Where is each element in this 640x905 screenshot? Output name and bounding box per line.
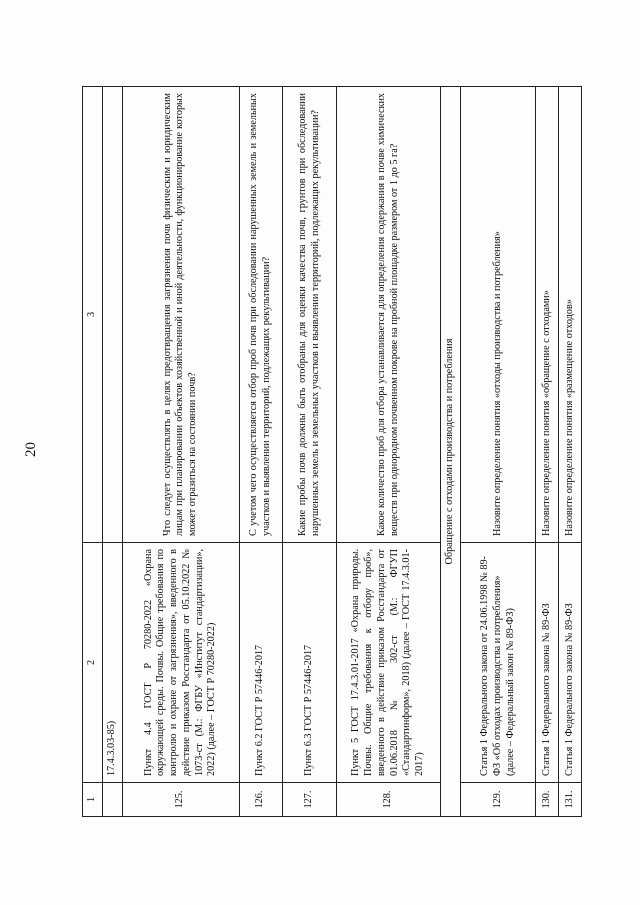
- row-source: Пункт 6.3 ГОСТ Р 57446-2017: [283, 543, 337, 783]
- row-question: Какие пробы почв должны быть отобраны для оценки качества почв, грунтов при обследовании нарушенных земель и земельных участков и выявлении территорий, подлежащих рекультивации?: [283, 87, 337, 543]
- section-title: Обращение с отходами производства и потребления: [440, 87, 461, 817]
- row-question: С учетом чего осуществляется отбор проб почв при обследовании нарушенных земель и земельных участков и выявлении территорий, подлежащих рекультивации?: [239, 87, 283, 543]
- row-question: Что следует осуществлять в целях предотвращения загрязнения почв физическим и юридическим лицам при планировании объектов хозяйственной и иной деятельности, функционирование которых может отразиться на состоянии почв?: [123, 87, 239, 543]
- section-row: [440, 87, 461, 817]
- table-row: [536, 87, 559, 817]
- table-row: [461, 87, 536, 817]
- row-source: Пункт 5 ГОСТ 17.4.3.01-2017 «Охрана природы. Почвы. Общие требования к отбору проб», введенного в действие приказом Росстандарта от 01.06.2018 № 302-ст (М.: ФГУП «Стандартинформ», 2018) (далее – ГОСТ 17.4.3.01-2017): [337, 543, 441, 783]
- row-question: Назовите определение понятия «обращение с отходами»: [536, 87, 559, 543]
- table-row: [123, 87, 239, 817]
- row-number: 127.: [283, 783, 337, 817]
- row-source: Статья 1 Федерального закона от 24.06.1998 № 89-ФЗ «Об отходах производства и потребления» (далее – Федеральный закон № 89-ФЗ): [461, 543, 536, 783]
- row-source: Статья 1 Федерального закона № 89-ФЗ: [559, 543, 582, 783]
- table-header-row: [83, 87, 103, 817]
- row-number: 128.: [337, 783, 441, 817]
- table-row: [559, 87, 582, 817]
- table-row: [337, 87, 441, 817]
- row-number: 125.: [123, 783, 239, 817]
- table-row: [239, 87, 283, 817]
- row-question: Назовите определение понятия «отходы производства и потребления»: [461, 87, 536, 543]
- row-number: 130.: [536, 783, 559, 817]
- column-header-2: 2: [83, 543, 103, 783]
- questions-table-rotated: [82, 87, 582, 817]
- continuation-text: 17.4.3.03-85): [102, 543, 123, 783]
- row-number: 131.: [559, 783, 582, 817]
- row-number: 126.: [239, 783, 283, 817]
- row-number: 129.: [461, 783, 536, 817]
- questions-table: [82, 86, 582, 817]
- page-number: 20: [23, 442, 39, 457]
- row-source: Статья 1 Федерального закона № 89-ФЗ: [536, 543, 559, 783]
- continuation-row: [102, 87, 123, 817]
- row-source: Пункт 6.2 ГОСТ Р 57446-2017: [239, 543, 283, 783]
- row-question: Какое количество проб для отбора устанавливается для определения содержания в почве химических веществ при однородном почвенном покрове на пробной площадке размером от 1 до 5 га?: [337, 87, 441, 543]
- row-question: Назовите определение понятия «размещение отходов»: [559, 87, 582, 543]
- column-header-1: 1: [83, 783, 103, 817]
- table-row: [283, 87, 337, 817]
- row-source: Пункт 4.4 ГОСТ Р 70280-2022 «Охрана окружающей среды. Почвы. Общие требования по контролю и охране от загрязнения», введенного в действие приказом Росстандарта от 05.10.2022 № 1073-ст (М.: ФГБУ «Институт стандартизации», 2022) (далее – ГОСТ Р 70280-2022): [123, 543, 239, 783]
- column-header-3: 3: [83, 87, 103, 543]
